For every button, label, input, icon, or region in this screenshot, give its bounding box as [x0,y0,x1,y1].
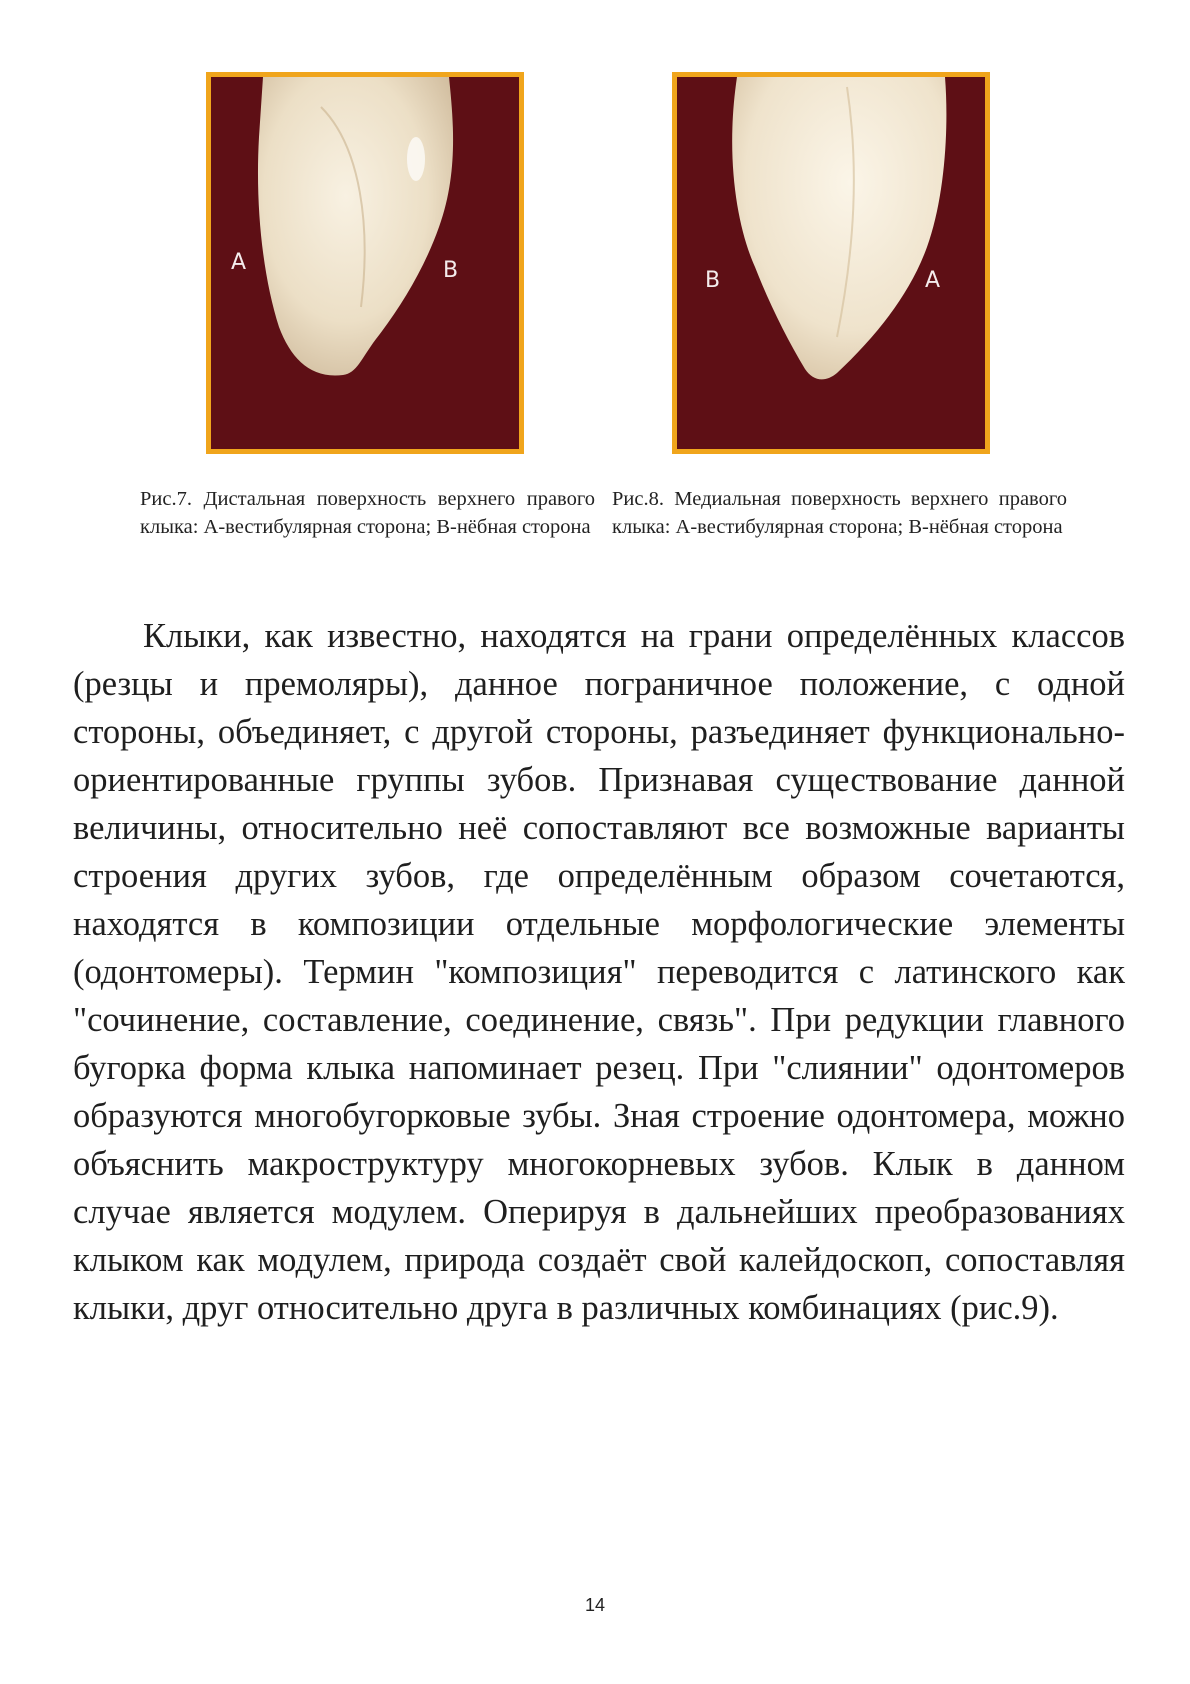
body-paragraph: Клыки, как известно, находятся на грани определённых классов (резцы и премоляры), данное пограничное положение, с одной стороны, объединяет, с другой стороны, разъединяет функционально-ориентированные группы зубов. Признавая существование данной величины, относительно неё сопоставляют все возможные варианты строения других зубов, где определённым образом сочетаются, находятся в композиции отдельные морфологические элементы (одонтомеры). Термин "композиция" переводится с латинского как "сочинение, составление, соединение, связь". При редукции главного бугорка форма клыка напоминает резец. При "слиянии" одонтомеров образуются многобугорковые зубы. Зная строение одонтомера, можно объяснить макроструктуру многокорневых зубов. Клык в данном случае является модулем. Оперируя в дальнейших преобразованиях клыком как модулем, природа создаёт свой калейдоскоп, сопоставляя клыки, друг относительно друга в различных комбинациях (рис.9). [73,617,1125,1327]
figure-8-label-left: B [705,268,721,293]
figure-8-label-right: A [925,268,941,293]
figure-8-image [672,72,990,454]
page-number: 14 [584,1595,606,1615]
figure-8-caption: Рис.8. Медиальная поверхность верхнего правого клыка: А-вестибулярная сторона; В-нёбная сторона [612,488,1067,538]
tooth-crown [732,77,946,379]
tooth-crown [258,77,453,376]
figure-7-label-right: B [443,258,459,283]
figure-7-caption: Рис.7. Дистальная поверхность верхнего правого клыка: А-вестибулярная сторона; В-нёбная сторона [140,488,595,538]
figure-7-image [206,72,524,454]
figure-7-label-left: A [231,250,247,275]
